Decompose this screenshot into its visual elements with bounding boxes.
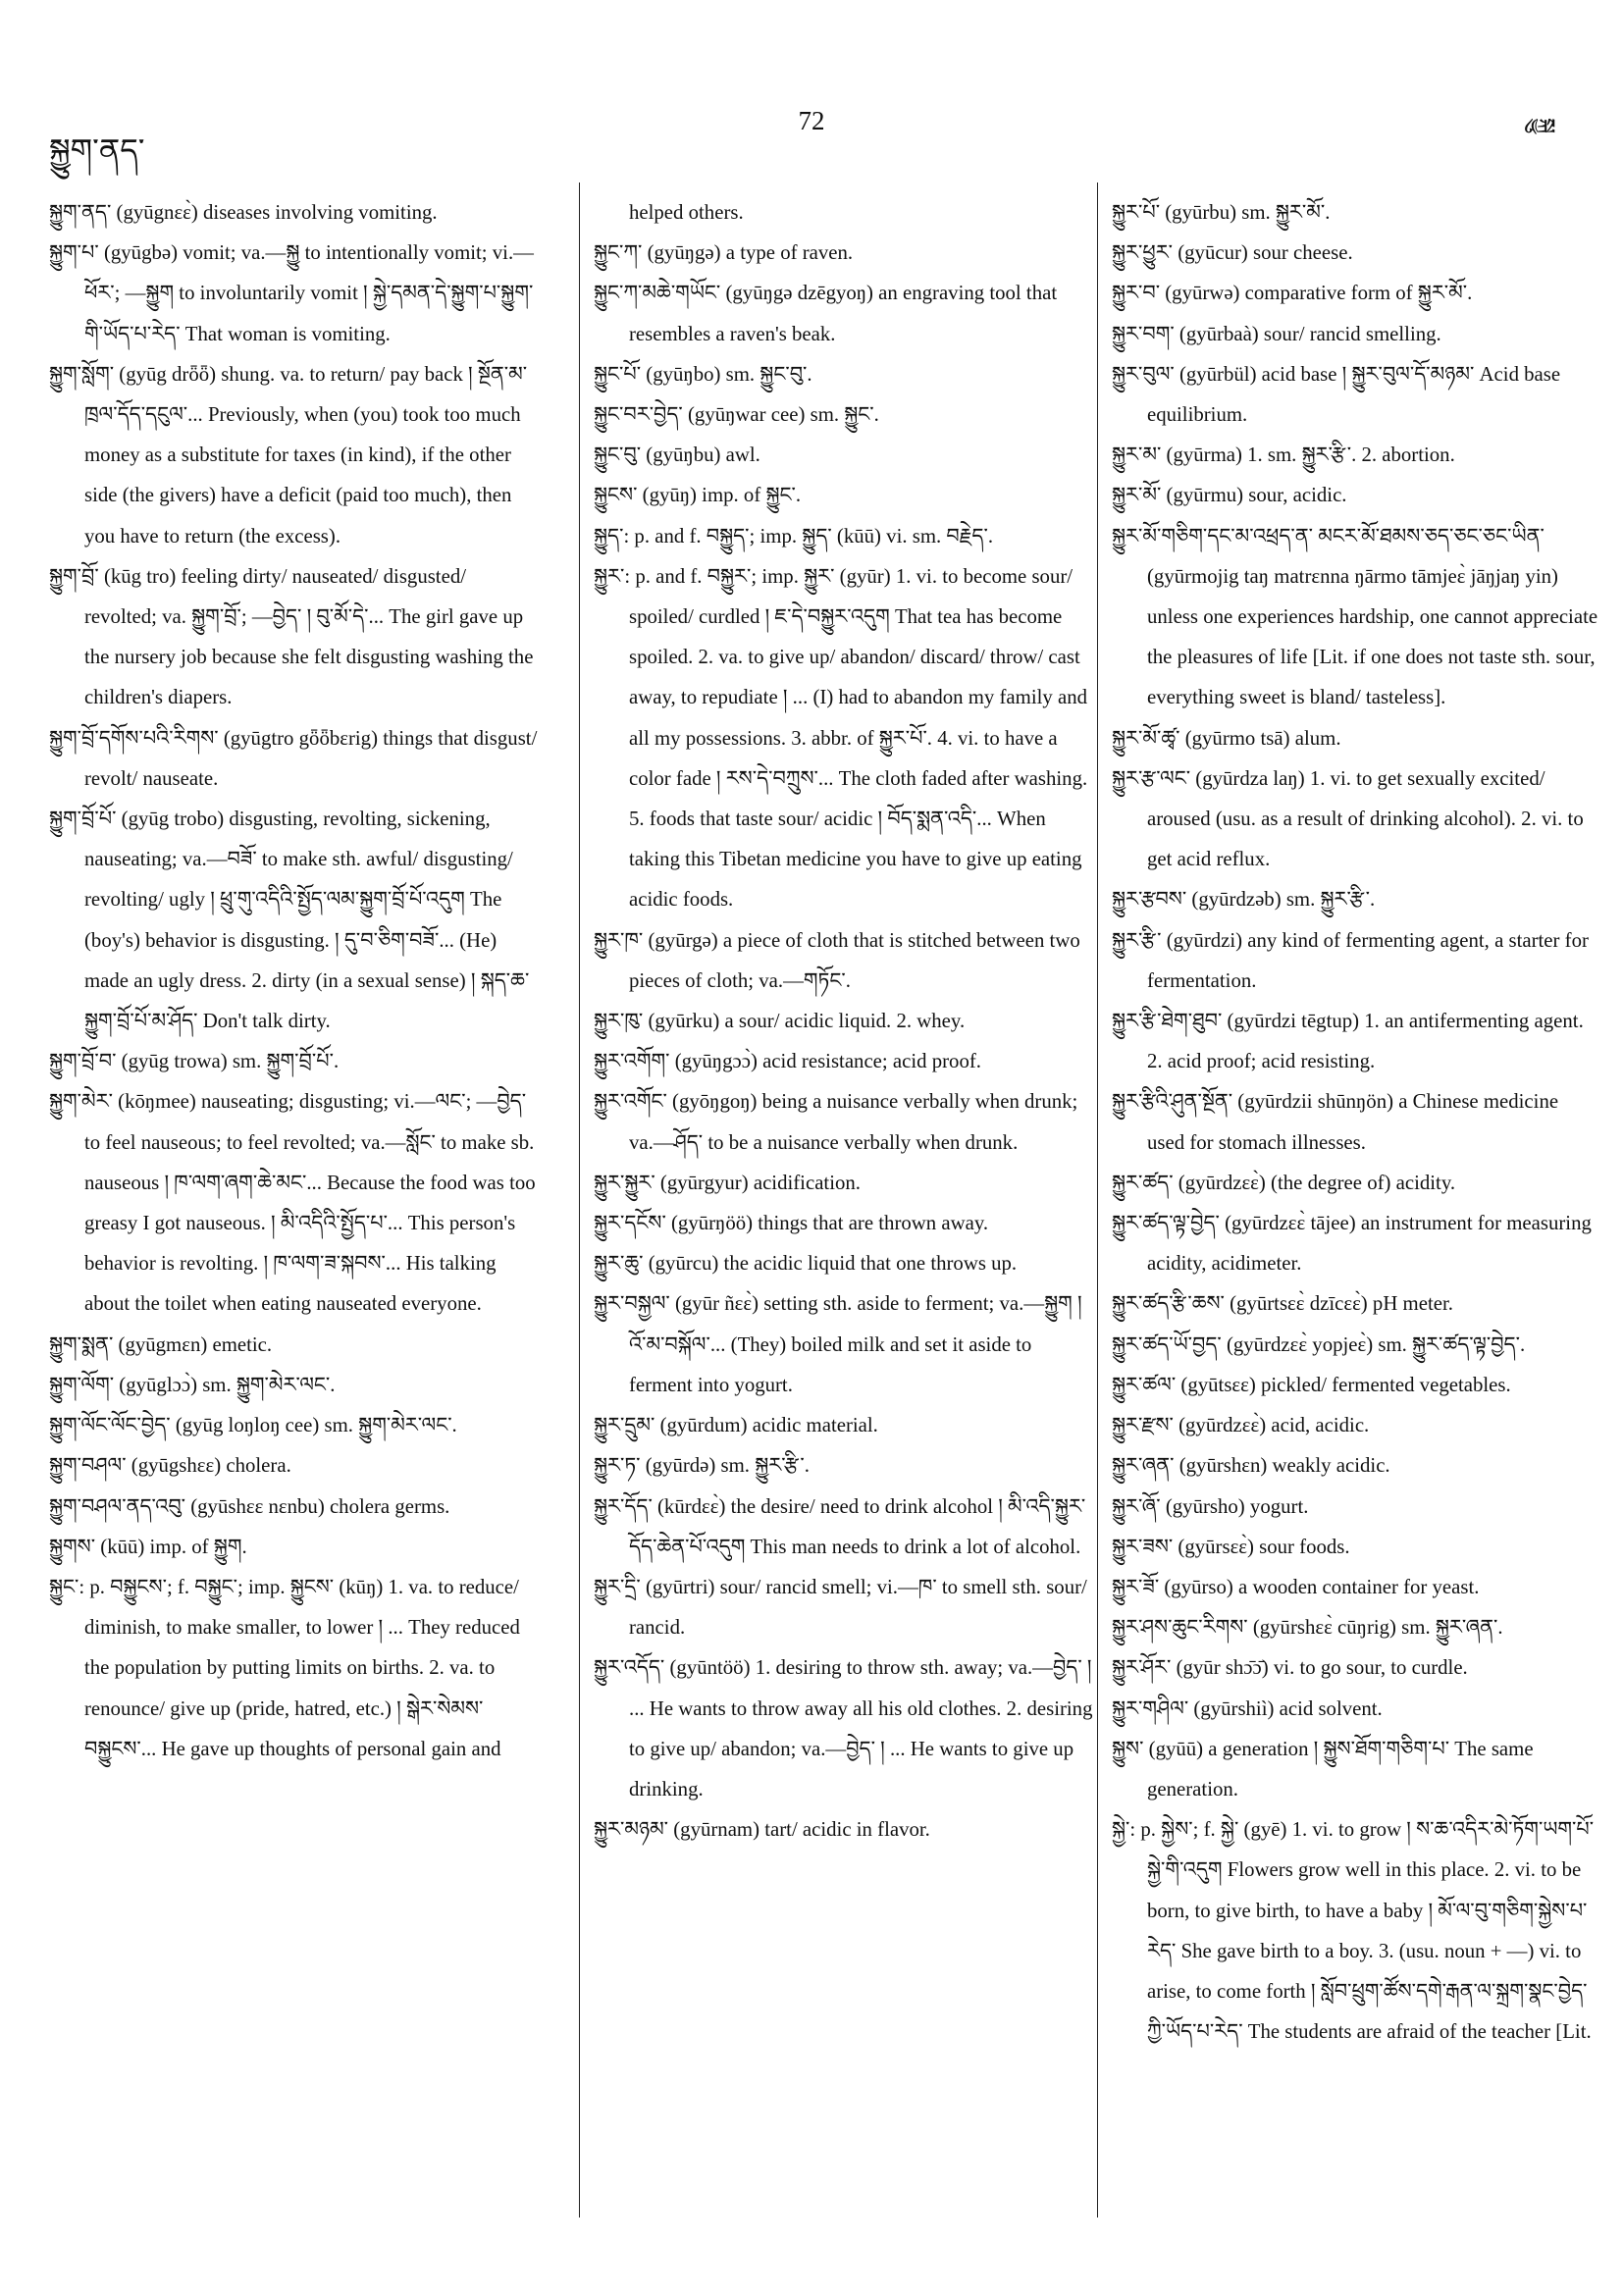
dictionary-entry: སྐྱུར་རྩི་ཐེག་ཐུབ་ (gyūrdzi tēgtup) 1. an antifermenting agent. 2. acid proof; acid resisting.: [1112, 1010, 1584, 1073]
dictionary-entry: སྐྱུར་ཤོར་ (gyūr shɔ̄ɔ̄) vi. to go sour, to curdle.: [1112, 1656, 1468, 1680]
dictionary-entry: སྐྱུར་ཁུ་ (gyūrku) a sour/ acidic liquid. 2. whey.: [594, 1010, 966, 1033]
dictionary-entry: སྐྱུར་བསྐྱལ་ (gyūr ñɛɛ̀) setting sth. aside to ferment; va.—སྐྱུག ། འོ་མ་བསྐོལ་... (They) boiled milk and set it aside to ferment into yogurt.: [594, 1292, 1082, 1396]
dictionary-entry: སྐྱུར་ཚད་ལྟ་བྱེད་ (gyūrdzɛɛ̀ tājee) an instrument for measuring acidity, acidimeter.: [1112, 1212, 1592, 1276]
dictionary-entry: སྐྱུང་བར་བྱེད་ (gyūŋwar cee) sm. སྐྱུང་.: [594, 403, 879, 427]
dictionary-entry: སྐྱུངས་ (gyūŋ) imp. of སྐྱུང་.: [594, 484, 802, 507]
dictionary-entry: སྐྱུང་: p. བསྐྱུངས་; f. བསྐྱུང་; imp. སྐྱུངས་ (kūŋ) 1. va. to reduce/ diminish, to make smaller, to lower ། ... They reduced the population by putting limits on births. 2. va. to renounce/ give up (pride, hatred, etc.) ། སྒེར་སེམས་བསྐྱུངས་... He gave up thoughts of personal gain and: [49, 1575, 520, 1760]
dictionary-entry: སྐྱུག་བྲོ་ (kūg tro) feeling dirty/ nauseated/ disgusted/ revolted; va. སྐྱུག་བྲོ་; —བྱེད་ ། བུ་མོ་དེ་... The girl gave up the nursery job because she felt disgusting washing the children's diapers.: [49, 564, 534, 709]
dictionary-entry: སྐྱུར་ཕྱུར་ (gyūcur) sour cheese.: [1112, 241, 1353, 265]
dictionary-entry: སྐྱུར་ཤས་ཆུང་རིགས་ (gyūrshɛɛ̀ cūŋrig) sm. སྐྱུར་ཞན་.: [1112, 1616, 1503, 1640]
dictionary-entry: སྐྱུར་མོ་གཅིག་དང་མ་འཕྲད་ན་ མངར་མོ་ཐམས་ཅད་ཅང་ཅང་ཡིན་ (gyūrmojig taŋ matrɛnna ŋārmo tāmjeɛ̀ jāŋjaŋ yin) unless one experiences hardship, one cannot appreciate the pleasures of life [Lit. if one does not taste sth. sour, everything sweet is bland/ tasteless].: [1112, 524, 1598, 709]
dictionary-entry: སྐྱུར་ཚད་རྩི་ཆས་ (gyūrtsɛɛ̀ dzīcɛɛ̀) pH meter.: [1112, 1292, 1453, 1316]
dictionary-entry: སྐྱུར་ཟས་ (gyūrsɛɛ̀) sour foods.: [1112, 1535, 1350, 1558]
dictionary-entry: སྐྱུང་བུ་ (gyūŋbu) awl.: [594, 444, 760, 467]
dictionary-entry: སྐྱུག་བྲོ་བ་ (gyūg trowa) sm. སྐྱུག་བྲོ་པོ་.: [49, 1050, 340, 1073]
dictionary-entry: སྐྱུར་མོ་ (gyūrmu) sour, acidic.: [1112, 484, 1347, 507]
dictionary-entry: སྐྱུར་བག་ (gyūrbaà) sour/ rancid smelling.: [1112, 322, 1441, 345]
running-head-left: སྐྱུག་ནད་: [49, 131, 145, 169]
dictionary-entry: སྐྱུག་ལོག་ (gyūglɔɔ̀) sm. སྐྱུག་མེར་ལང་.: [49, 1373, 336, 1396]
dictionary-entry: སྐྱུག་ནད་ (gyūgnɛɛ̀) diseases involving vomiting.: [49, 201, 438, 224]
dictionary-entry: སྐྱུག་པ་ (gyūgbə) vomit; va.—སྐྱུ to intentionally vomit; vi.—ཕོར་; —སྐྱུག to involuntarily vomit ། སྐྱེ་དམན་དེ་སྐྱུག་པ་སྐྱུག་གི་ཡོད་པ་རེད་ That woman is vomiting.: [49, 241, 534, 345]
dictionary-entry: སྐྱུར་རྩིའི་ཤུན་སྔོན་ (gyūrdzii shūnŋön) a Chinese medicine used for stomach illnesses.: [1112, 1090, 1559, 1154]
dictionary-entry: སྐྱུར་པོ་ (gyūrbu) sm. སྐྱུར་མོ་.: [1112, 201, 1331, 224]
dictionary-entry: སྐྱུར་མ་ (gyūrma) 1. sm. སྐྱུར་རྩི་. 2. abortion.: [1112, 444, 1455, 467]
running-head-right: སྐྱུ: [1533, 118, 1560, 134]
column-2: [594, 192, 1094, 1850]
dictionary-entry: སྐྱུགས་ (kūū) imp. of སྐྱུག.: [49, 1535, 247, 1558]
dictionary-entry: སྐྱུང་ཀ་ (gyūŋgə) a type of raven.: [594, 241, 854, 265]
dictionary-entry: སྐྱུར་དྲི་ (gyūrtri) sour/ rancid smell; vi.—ཁ་ to smell sth. sour/ rancid.: [594, 1575, 1087, 1640]
dictionary-entry: helped others.: [629, 201, 744, 224]
dictionary-entry: སྐྱུར་བ་ (gyūrwə) comparative form of སྐྱུར་མོ་.: [1112, 282, 1473, 305]
dictionary-entry: སྐྱུར་: p. and f. བསྐྱུར་; imp. སྐྱུར་ (gyūr) 1. vi. to become sour/ spoiled/ curdled ། ཇ་དེ་བསྐྱུར་འདུག That tea has become spoiled. 2. va. to give up/ abandon/ discard/ throw/ cast away, to repudiate ། ... (I) had to abandon my family and all my possessions. 3. abbr. of སྐྱུར་པོ་. 4. vi. to have a color fade ། རས་དེ་བཀྲུས་... The cloth faded after washing. 5. foods that taste sour/ acidic ། བོད་སྨན་འདི་... When taking this Tibetan medicine you have to give up eating acidic foods.: [594, 564, 1088, 912]
dictionary-entry: སྐྱུར་ཞན་ (gyūrshɛn) weakly acidic.: [1112, 1454, 1390, 1478]
dictionary-entry: སྐྱུར་ཞོ་ (gyūrsho) yogurt.: [1112, 1494, 1309, 1518]
column-1: [49, 192, 540, 1769]
dictionary-entry: སྐྱུག་སྨན་ (gyūgmɛn) emetic.: [49, 1332, 273, 1356]
dictionary-entry: སྐྱུར་འགོང་ (gyōŋgoŋ) being a nuisance verbally when drunk; va.—ཤོད་ to be a nuisance verbally when drunk.: [594, 1090, 1078, 1154]
dictionary-entry: སྐྱུས་ (gyūū) a generation ། སྐྱུས་ཐོག་གཅིག་པ་ The same generation.: [1112, 1737, 1534, 1800]
column-3: [1112, 192, 1600, 2052]
dictionary-entry: སྐྱུར་མོ་ཚྭ་ (gyūrmo tsā) alum.: [1112, 726, 1341, 750]
dictionary-entry: སྐྱུར་འདོད་ (gyūntöö) 1. desiring to throw sth. away; va.—བྱེད་ ། ... He wants to throw away all his old clothes. 2. desiring to give up/ abandon; va.—བྱེད་ ། ... He wants to give up drinking.: [594, 1656, 1093, 1800]
dictionary-entry: སྐྱུག་བཤལ་ (gyūgshɛɛ) cholera.: [49, 1454, 291, 1478]
dictionary-entry: སྐྱུར་གཤིལ་ (gyūrshiì) acid solvent.: [1112, 1696, 1383, 1720]
dictionary-entry: སྐྱུར་ཚད་ (gyūrdzɛɛ̀) (the degree of) acidity.: [1112, 1171, 1456, 1194]
dictionary-entry: སྐྱུར་རྫས་ (gyūrdzɛɛ̀) acid, acidic.: [1112, 1414, 1370, 1437]
page-number: 72: [798, 106, 825, 135]
dictionary-entry: སྐྱུར་རྩ་ལང་ (gyūrdza laŋ) 1. vi. to get sexually excited/ aroused (usu. as a result of drinking alcohol). 2. vi. to get acid reflux.: [1112, 766, 1584, 871]
dictionary-entry: སྐྱུར་ཆུ་ (gyūrcu) the acidic liquid that one throws up.: [594, 1252, 1018, 1276]
dictionary-entry: སྐྱུར་རྩི་ (gyūrdzi) any kind of fermenting agent, a starter for fermentation.: [1112, 928, 1589, 992]
dictionary-entry: སྐྱུར་དྲུམ་ (gyūrdum) acidic material.: [594, 1414, 878, 1437]
dictionary-entry: སྐྱུག་ལོང་ལོང་བྱེད་ (gyūg loŋloŋ cee) sm. སྐྱུག་མེར་ལང་.: [49, 1414, 457, 1437]
dictionary-entry: སྐྱུར་ཚལ་ (gyūtsɛɛ) pickled/ fermented vegetables.: [1112, 1373, 1511, 1396]
dictionary-entry: སྐྱུར་འགོག་ (gyūŋgɔɔ̀) acid resistance; acid proof.: [594, 1050, 981, 1073]
dictionary-entry: སྐྱུར་དོད་ (kūrdɛɛ̀) the desire/ need to drink alcohol ། མི་འདི་སྐྱུར་དོད་ཆེན་པོ་འདུག This man needs to drink a lot of alcohol.: [594, 1494, 1086, 1558]
dictionary-entry: སྐྱུར་ཁ་ (gyūrgə) a piece of cloth that is stitched between two pieces of cloth; va.—གཏོང་.: [594, 928, 1080, 992]
dictionary-entry: སྐྱུག་བྲོ་པོ་ (gyūg trobo) disgusting, revolting, sickening, nauseating; va.—བཟོ་ to make sth. awful/ disgusting/ revolting/ ugly ། ཕྲུ་གུ་འདིའི་སྤྱོད་ལམ་སྐྱུག་བྲོ་པོ་འདུག The (boy's) behavior is disgusting. ། དུ་བ་ཅིག་བཟོ་... (He) made an ugly dress. 2. dirty (in a sexual sense) ། སྐད་ཆ་སྐྱུག་བྲོ་པོ་མ་ཤོད་ Don't talk dirty.: [49, 808, 530, 1033]
dictionary-entry: སྐྱུང་ཀ་མཆེ་གཡོང་ (gyūŋgə dzēgyoŋ) an engraving tool that resembles a raven's beak.: [594, 282, 1058, 345]
dictionary-entry: སྐྱུད་: p. and f. བསྐྱུད་; imp. སྐྱུད་ (kūū) vi. sm. བརྗེད་.: [594, 524, 994, 548]
dictionary-entry: སྐྱུག་བཤལ་ནད་འབུ་ (gyūshɛɛ nɛnbu) cholera germs.: [49, 1494, 450, 1518]
dictionary-entry: སྐྱེ་: p. སྐྱེས་; f. སྐྱེ་ (gyē) 1. vi. to grow ། ས་ཆ་འདིར་མེ་ཏོག་ཡག་པོ་སྐྱེ་གི་འདུག Flowers grow well in this place. 2. vi. to be born, to give birth, to have a baby ། མོ་ལ་བུ་གཅིག་སྐྱེས་པ་རེད་ She gave birth to a boy. 3. (usu. noun + —) vi. to arise, to come forth ། སློབ་ཕྲུག་ཚོས་དགེ་རྒན་ལ་སྐྲག་སྣང་བྱེད་ཀྱི་ཡོད་པ་རེད་ The students are afraid of the teacher [Lit.: [1112, 1818, 1595, 2044]
dictionary-entry: སྐྱུང་པོ་ (gyūŋbo) sm. སྐྱུང་བུ་.: [594, 362, 812, 386]
dictionary-entry: སྐྱུག་སློག་ (gyūg drȫȫ) shung. va. to return/ pay back ། སྔོན་མ་ཁྲལ་དོད་དངུལ་... Previously, when (you) took too much money as a substitute for taxes (in kind), if the other side (the givers) have a deficit (paid too much), then you have to return (the excess).: [49, 362, 528, 548]
dictionary-entry: སྐྱུར་བུལ་ (gyūrbül) acid base ། སྐྱུར་བུལ་དོ་མཉམ་ Acid base equilibrium.: [1112, 362, 1561, 427]
dictionary-entry: སྐྱུར་རྩབས་ (gyūrdzəb) sm. སྐྱུར་རྩི་.: [1112, 888, 1376, 912]
dictionary-entry: སྐྱུག་བྲོ་དགོས་པའི་རིགས་ (gyūgtro gȫȫbɛrig) things that disgust/ revolt/ nauseate.: [49, 726, 538, 790]
dictionary-entry: སྐྱུར་ཏ་ (gyūrdə) sm. སྐྱུར་རྩི་.: [594, 1454, 810, 1478]
column-rule: [1097, 183, 1098, 2218]
dictionary-entry: སྐྱུར་དངོས་ (gyūrŋöö) things that are thrown away.: [594, 1212, 989, 1235]
dictionary-entry: སྐྱུར་ཟོ་ (gyūrso) a wooden container for yeast.: [1112, 1575, 1480, 1598]
column-rule: [579, 183, 580, 2218]
dictionary-entry: སྐྱུར་ཚད་ཡོ་བྱད་ (gyūrdzɛɛ̀ yopjeɛ̀) sm. སྐྱུར་ཚད་ལྟ་བྱེད་.: [1112, 1332, 1526, 1356]
dictionary-entry: སྐྱུག་མེར་ (kōŋmee) nauseating; disgusting; vi.—ལང་; —བྱེད་ to feel nauseous; to feel revolted; va.—སློང་ to make sb. nauseous ། ཁ་ལག་ཞག་ཆེ་མང་... Because the food was too greasy I got nauseous. ། མི་འདིའི་སྤྱོད་པ་... This person's behavior is revolting. ། ཁ་ལག་ཟ་སྐབས་... His talking about the toilet when eating nauseated everyone.: [49, 1090, 536, 1316]
dictionary-entry: སྐྱུར་སྐྱུར་ (gyūrgyur) acidification.: [594, 1171, 861, 1194]
dictionary-entry: སྐྱུར་མཉམ་ (gyūrnam) tart/ acidic in flavor.: [594, 1818, 930, 1842]
